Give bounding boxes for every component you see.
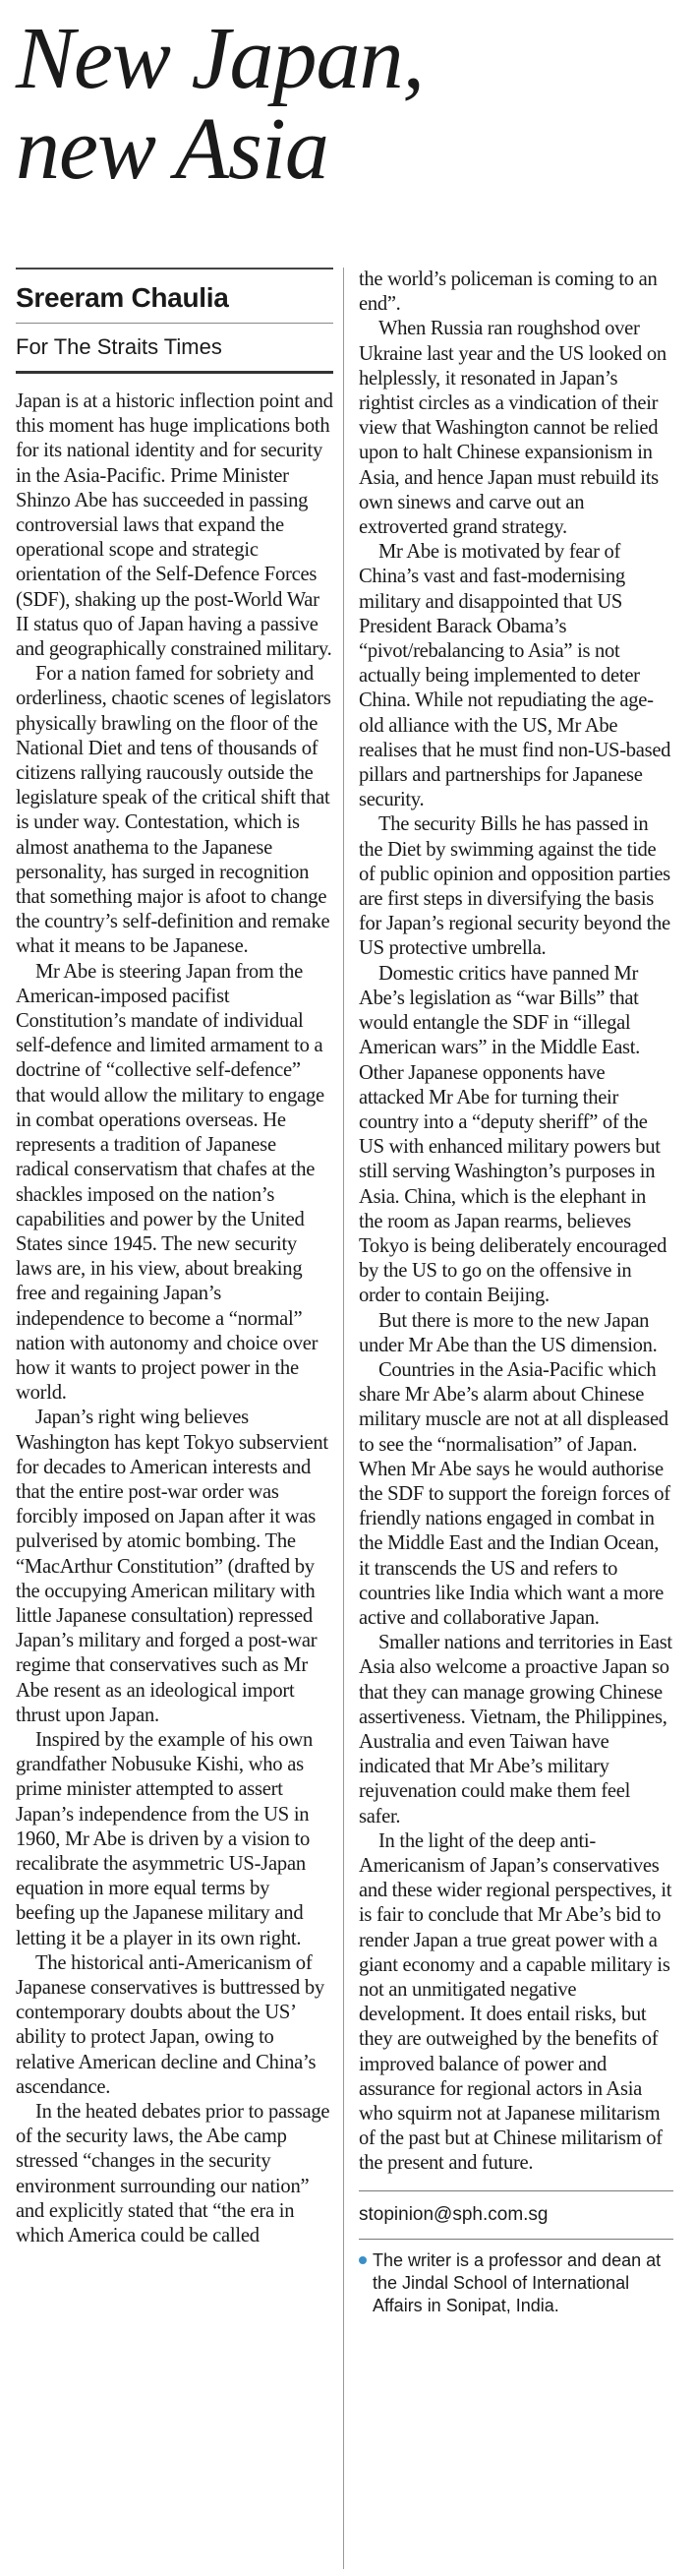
paragraph: In the heated debates prior to passage of the security laws, the Abe camp stressed “changes in the security environment surrounding our nation” and explicitly stated that “the era in which America could be called xyxy=(16,2101,330,2247)
contact-email[interactable]: stopinion@sph.com.sg xyxy=(359,2203,549,2225)
paragraph: Japan’s right wing believes Washington has kept Tokyo subservient for decades to American interests and that the entire post-war order was forcibly imposed on Japan after it was pulverised by atomic bombing. The “MacArthur Constitution” (drafted by the occupying American military with little Japanese consultation) repressed Japan’s military and forged a post-war regime that conservatives such as Mr Abe resent as an ideological import thrust upon Japan. xyxy=(16,1407,328,1726)
paragraph: The historical anti-Americanism of Japanese conservatives is buttressed by contemporary doubts about the US’ ability to protect Japan, owing to relative American decline and China’s ascendance. xyxy=(16,1951,324,2098)
paragraph: Mr Abe is steering Japan from the American-imposed pacifist Constitution’s mandate of individual self-defence and limited armament to a doctrine of “collective self-defence” that would allow the military to engage in combat operations overseas. He represents a tradition of Japanese radical conservatism that chafes at the shackles imposed on the nation’s capabilities and power by the United States since 1945. The new security laws are, in his view, about breaking free and regaining Japan’s independence to become a “normal” nation with autonomy and choice over how it wants to project power in the world. xyxy=(16,960,324,1405)
paragraph: Mr Abe is motivated by fear of China’s vast and fast-modernising military and disappointed that US President Barack Obama’s “pivot/rebalancing to Asia” is not actually being implemented to deter China. While not repudiating the age-old alliance with the US, Mr Abe realises that he must find non-US-based pillars and partnerships for Japanese security. xyxy=(359,541,671,811)
paragraph: The security Bills he has passed in the Diet by swimming against the tide of public opinion and opposition parties are first steps in diversifying the basis for Japan’s regional security beyond the US protective umbrella. xyxy=(359,813,670,960)
publication-credit: For The Straits Times xyxy=(16,334,222,359)
article-body-left xyxy=(16,389,333,2248)
headline xyxy=(16,10,684,198)
byline-bottom-rule xyxy=(16,371,333,374)
bio-divider xyxy=(359,2239,673,2240)
author-name: Sreeram Chaulia xyxy=(16,282,229,313)
paragraph: Smaller nations and territories in East Asia also welcome a proactive Japan so that they can manage growing Chinese assertiveness. Vietnam, the Philippines, Australia and even Taiwan have indicated that Mr Abe’s military rejuvenation could make them feel safer. xyxy=(359,1632,672,1827)
author-bio-text: The writer is a professor and dean at the Jindal School of International Affairs in Sonipat, India. xyxy=(373,2249,662,2315)
byline-divider xyxy=(16,323,333,324)
headline-line-1: New Japan, xyxy=(16,10,424,107)
paragraph-continued: the world’s policeman is coming to an end”. xyxy=(359,269,658,316)
paragraph: Countries in the Asia-Pacific which share Mr Abe’s alarm about Chinese military muscle are not at all displeased to see the “normalisation” of Japan. When Mr Abe says he would authorise the SDF to support the foreign forces of friendly nations engaged in combat in the Middle East and the Indian Ocean, it transcends the US and refers to countries like India which want a more active and collaborative Japan. xyxy=(359,1358,670,1629)
paragraph: Japan is at a historic inflection point and this moment has huge implications both for its national identity and for security in the Asia-Pacific. Prime Minister Shinzo Abe has succeeded in passing controversial laws that expand the operational scope and strategic orientation of the Self-Defence Forces (SDF), shaking up the post-World War II status quo of Japan having a passive and geographically constrained military. xyxy=(16,390,333,661)
column-divider xyxy=(343,268,344,2569)
contact-block xyxy=(359,2190,673,2317)
paragraph: Domestic critics have panned Mr Abe’s legislation as “war Bills” that would entangle the SDF in “illegal American wars” in the Middle East. Other Japanese opponents have attacked Mr Abe for turning their country into a “deputy sheriff” of the US with enhanced military powers but still serving Washington’s purposes in Asia. China, which is the elephant in the room as Japan rearms, believes Tokyo is being deliberately encouraged by the US to go on the offensive in order to contain Beijing. xyxy=(359,962,667,1307)
author-bio xyxy=(359,2249,673,2317)
paragraph: In the light of the deep anti-Americanism of Japan’s conservatives and these wider regional perspectives, it is fair to conclude that Mr Abe’s bid to render Japan a true great power with a giant economy and a capable military is not an unmitigated negative development. It does entail risks, but they are outweighed by the benefits of improved balance of power and assurance for regional actors in Asia who squirm not at Japanese militarism of the past but at Chinese militarism of the present and future. xyxy=(359,1829,672,2175)
byline-top-rule xyxy=(16,268,333,270)
column-left xyxy=(16,268,333,2248)
article-body-right xyxy=(359,268,673,2177)
paragraph: Inspired by the example of his own grandfather Nobusuke Kishi, who as prime minister attempted to assert Japan’s independence from the US in 1960, Mr Abe is driven by a vision to recalibrate the asymmetric US-Japan equation in more equal terms by beefing up the Japanese military and letting it be a player in its own right. xyxy=(16,1728,314,1949)
bullet-dot-icon xyxy=(359,2256,367,2264)
paragraph: But there is more to the new Japan under Mr Abe than the US dimension. xyxy=(359,1309,658,1356)
paragraph: For a nation famed for sobriety and orderliness, chaotic scenes of legislators physically brawling on the floor of the National Diet and tens of thousands of citizens rallying raucously outside the legislature speak of the critical shift that is under way. Contestation, which is almost anathema to the Japanese personality, has surged in recognition that something major is afoot to change the country’s self-definition and remake what it means to be Japanese. xyxy=(16,663,331,958)
headline-line-2: new Asia xyxy=(16,100,328,198)
column-right xyxy=(359,268,673,2317)
paragraph: When Russia ran roughshod over Ukraine last year and the US looked on helplessly, it resonated in Japan’s rightist circles as a vindication of their view that Washington cannot be relied upon to halt Chinese expansionism in Asia, and hence Japan must rebuild its own sinews and carve out an extroverted grand strategy. xyxy=(359,318,666,539)
